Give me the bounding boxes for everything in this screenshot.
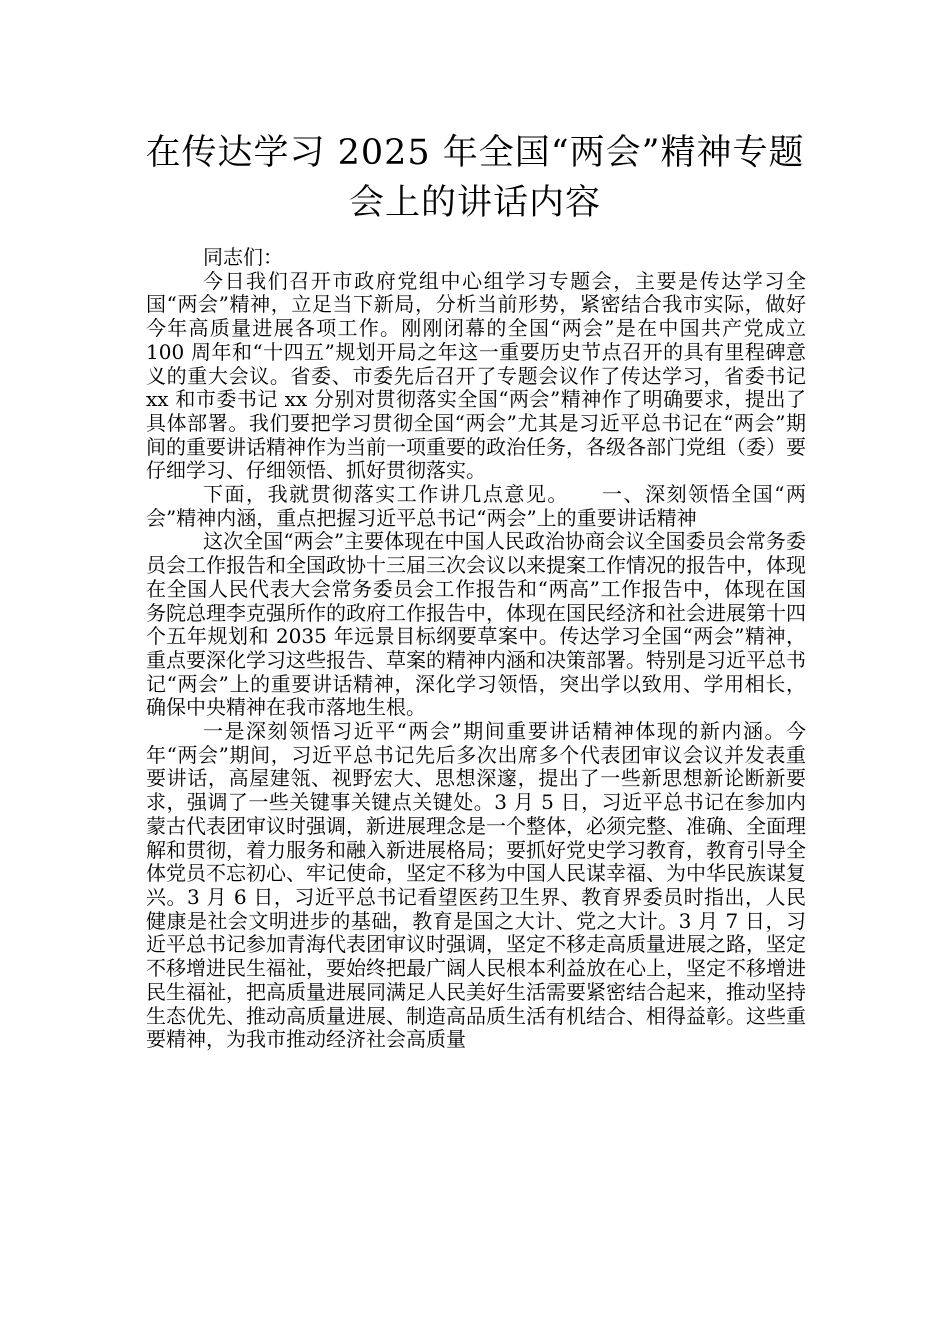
paragraph-1: 今日我们召开市政府党组中心组学习专题会，主要是传达学习全国“两会”精神，立足当下新局，分析当前形势，紧密结合我市实际，做好今年高质量进展各项工作。刚刚闭幕的全国“两会”是在中国共产党成立 100 周年和“十四五”规划开局之年这一重要历史节点召开的具有里程碑意义的重大会议。省委、市委先后召开了专题会议作了传达学习，省委书记 xx 和市委书记 xx 分别对贯彻落实全国“两会”精神作了明确要求，提出了具体部署。我们要把学习贯彻全国“两会”尤其是习近平总书记在“两会”期间的重要讲话精神作为当前一项重要的政治任务，各级各部门党组（委）要仔细学习、仔细领悟、抓好贯彻落实。 [146, 268, 806, 483]
paragraph-2: 下面，我就贯彻落实工作讲几点意见。 一、深刻领悟全国“两会”精神内涵，重点把握习近平总书记“两会”上的重要讲话精神 [146, 482, 806, 530]
title-line-1: 在传达学习 2025 年全国“两会”精神专题 [145, 133, 805, 173]
paragraph-3: 这次全国“两会”主要体现在中国人民政治协商会议全国委员会常务委员会工作报告和全国政协十三届三次会议以来提案工作情况的报告中，体现在全国人民代表大会常务委员会工作报告和“两高”工作报告中，体现在国务院总理李克强所作的政府工作报告中，体现在国民经济和社会进展第十四个五年规划和 2035 年远景目标纲要草案中。传达学习全国“两会”精神，重点要深化学习这些报告、草案的精神内涵和决策部署。特别是习近平总书记“两会”上的重要讲话精神，深化学习领悟，突出学以致用、学用相长，确保中央精神在我市落地生根。 [146, 529, 806, 720]
document-body [146, 246, 806, 1052]
title-line-2: 会上的讲话内容 [348, 183, 601, 223]
document-title [120, 128, 830, 228]
salutation: 同志们： [203, 245, 283, 269]
paragraph-4: 一是深刻领悟习近平“两会”期间重要讲话精神体现的新内涵。今年“两会”期间，习近平总书记先后多次出席多个代表团审议会议并发表重要讲话，高屋建瓴、视野宏大、思想深邃，提出了一些新思想新论断新要求，强调了一些关键事关键点关键处。3 月 5 日，习近平总书记在参加内蒙古代表团审议时强调，新进展理念是一个整体，必须完整、准确、全面理解和贯彻，着力服务和融入新进展格局；要抓好党史学习教育，教育引导全体党员不忘初心、牢记使命，坚定不移为中国人民谋幸福、为中华民族谋复兴。3 月 6 日，习近平总书记看望医药卫生界、教育界委员时指出，人民健康是社会文明进步的基础，教育是国之大计、党之大计。3 月 7 日，习近平总书记参加青海代表团审议时强调，坚定不移走高质量进展之路，坚定不移增进民生福祉，要始终把最广阔人民根本利益放在心上，坚定不移增进民生福祉，把高质量进展同满足人民美好生活需要紧密结合起来，推动坚持生态优先、推动高质量进展、制造高品质生活有机结合、相得益彰。这些重要精神，为我市推动经济社会高质量 [146, 719, 806, 1052]
